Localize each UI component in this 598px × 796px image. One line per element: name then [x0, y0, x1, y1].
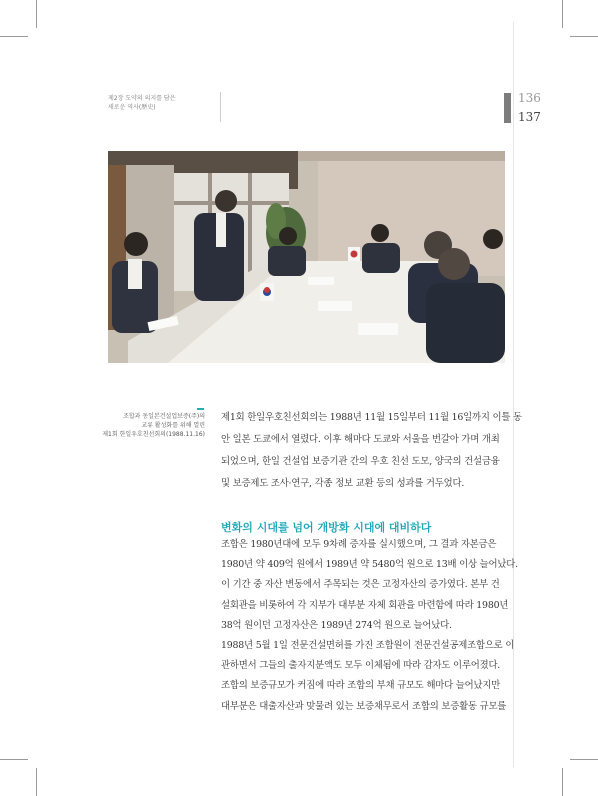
page-marker-bar — [504, 93, 511, 123]
running-head-line-2: 새로운 역사(歷史) — [108, 104, 156, 111]
page-number-right: 137 — [518, 110, 541, 124]
section-body — [221, 535, 518, 717]
caption-line-2: 교류 활성화를 위해 열린 — [141, 422, 205, 429]
caption-accent-mark — [197, 408, 204, 410]
intro-line: 되었으며, 한일 건설업 보증기관 간의 우호 친선 도모, 양국의 건설금융 — [221, 456, 500, 467]
running-head-line-1: 제2장 도약의 의지를 담은 — [108, 95, 176, 102]
crop-mark-bottom-right-h — [570, 759, 598, 760]
crop-mark-bottom-left-h — [0, 759, 28, 760]
intro-paragraph — [221, 407, 522, 495]
running-head-divider — [220, 92, 221, 122]
intro-line: 및 보증제도 조사·연구, 각종 정보 교환 등의 성과를 거두었다. — [221, 478, 465, 489]
crop-mark-bottom-left — [36, 768, 37, 796]
body-line: 조합은 1980년대에 모두 9차례 증자를 실시했으며, 그 결과 자본금은 — [221, 539, 497, 550]
caption-line-3: 제1회 한일우호친선회의(1988.11.16) — [102, 431, 205, 438]
crop-mark-bottom-right — [562, 768, 563, 796]
running-head — [108, 94, 208, 112]
body-line: 1988년 5월 1일 전문건설면허를 가진 조합원이 전문건설공제조합으로 이 — [221, 640, 515, 652]
body-line: 관하면서 그들의 출자지분액도 모두 이체됨에 따라 감자도 이루어졌다. — [221, 660, 501, 672]
section-heading: 변화의 시대를 넘어 개방화 시대에 대비하다 — [221, 521, 432, 534]
caption-line-1: 조합과 동일본건설업보증(주)의 — [123, 413, 205, 420]
crop-mark-top-left-h — [0, 36, 28, 37]
page-number-left: 136 — [518, 91, 541, 105]
body-line: 설회관을 비롯하여 각 지부가 대부분 자체 회관을 마련함에 따라 1980년 — [221, 599, 509, 611]
body-line: 조합의 보증규모가 커짐에 따라 조합의 부채 규모도 해마다 늘어났지만 — [221, 680, 501, 692]
crop-mark-top-right-h — [570, 36, 598, 37]
body-line: 대부분은 대출자산과 맞물려 있는 보증채무로서 조합의 보증활동 규모를 — [221, 700, 507, 712]
body-line: 38억 원이던 고정자산은 1989년 274억 원으로 늘어났다. — [221, 619, 452, 631]
intro-line: 안 일본 도쿄에서 열렸다. 이후 해마다 도쿄와 서울을 번갈아 가며 개최 — [221, 434, 500, 445]
body-line: 1980년 약 409억 원에서 1989년 약 5480억 원으로 13배 이상 늘어났다. — [221, 559, 518, 571]
photo-caption — [90, 412, 205, 439]
crop-mark-top-left — [36, 0, 37, 28]
meeting-photo — [108, 151, 505, 363]
body-line: 이 기간 중 자산 변동에서 주목되는 것은 고정자산의 증가였다. 본부 건 — [221, 579, 500, 591]
intro-line: 제1회 한일우호친선회의는 1988년 11월 15일부터 11월 16일까지 이틀 동 — [221, 412, 522, 423]
crop-mark-top-right — [562, 0, 563, 28]
